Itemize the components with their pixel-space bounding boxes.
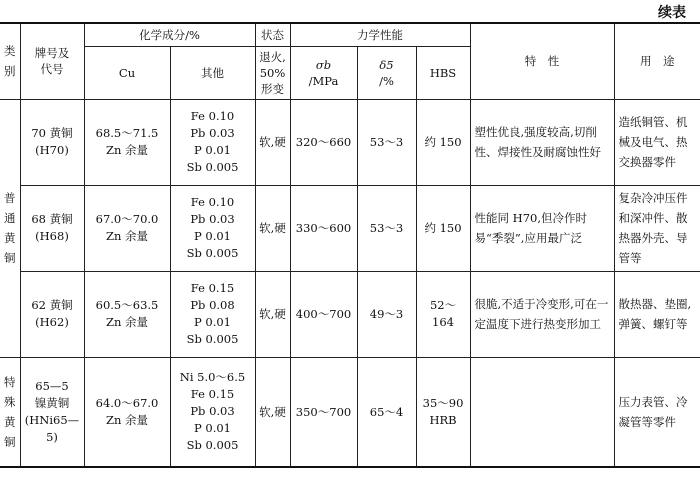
property-cell: 性能同 H70,但冷作时易“季裂”,应用最广泛: [470, 185, 614, 271]
header-delta: δ5 /%: [357, 46, 416, 99]
state-cell: 软,硬: [255, 185, 290, 271]
hardness-cell: 约 150: [416, 185, 470, 271]
tensile-strength-cell: 400～700: [290, 271, 357, 357]
grade-cell: 70 黄铜 (H70): [20, 99, 84, 185]
property-cell: 塑性优良,强度较高,切削性、焊接性及耐腐蚀性好: [470, 99, 614, 185]
cu-cell: 64.0～67.0 Zn 余量: [84, 357, 170, 467]
header-cu: Cu: [84, 46, 170, 99]
other-elements-cell: Fe 0.10 Pb 0.03 P 0.01 Sb 0.005: [170, 185, 255, 271]
header-chemical-composition: 化学成分/%: [84, 23, 255, 46]
header-grade: 牌号及 代号: [20, 23, 84, 99]
header-state: 状态: [255, 23, 290, 46]
cu-cell: 60.5～63.5 Zn 余量: [84, 271, 170, 357]
property-cell: [470, 357, 614, 467]
usage-cell: 造纸铜管、机械及电气、热交换器零件: [614, 99, 700, 185]
hardness-cell: 35～90 HRB: [416, 357, 470, 467]
elongation-cell: 49～3: [357, 271, 416, 357]
header-category: 类别: [0, 23, 20, 99]
continued-label: 续表: [658, 5, 686, 21]
brass-properties-table: [0, 22, 700, 468]
tensile-strength-cell: 350～700: [290, 357, 357, 467]
grade-cell: 65—5 镍黄铜 (HNi65—5): [20, 357, 84, 467]
header-usage: 用 途: [614, 23, 700, 99]
elongation-cell: 53～3: [357, 99, 416, 185]
cu-cell: 67.0～70.0 Zn 余量: [84, 185, 170, 271]
usage-cell: 压力表管、冷凝管等零件: [614, 357, 700, 467]
hardness-cell: 52～164: [416, 271, 470, 357]
table-row: [0, 185, 700, 271]
state-cell: 软,硬: [255, 99, 290, 185]
header-sigma: σb /MPa: [290, 46, 357, 99]
hardness-cell: 约 150: [416, 99, 470, 185]
cu-cell: 68.5～71.5 Zn 余量: [84, 99, 170, 185]
category-cell: 普 通 黄 铜: [0, 99, 20, 357]
category-cell: 特 殊 黄 铜: [0, 357, 20, 467]
other-elements-cell: Ni 5.0～6.5 Fe 0.15 Pb 0.03 P 0.01 Sb 0.005: [170, 357, 255, 467]
tensile-strength-cell: 330～600: [290, 185, 357, 271]
usage-cell: 复杂冷冲压件和深冲件、散热器外壳、导管等: [614, 185, 700, 271]
header-state-sub: 退火, 50% 形变: [255, 46, 290, 99]
header-mechanical-properties: 力学性能: [290, 23, 470, 46]
other-elements-cell: Fe 0.15 Pb 0.08 P 0.01 Sb 0.005: [170, 271, 255, 357]
grade-cell: 68 黄铜 (H68): [20, 185, 84, 271]
state-cell: 软,硬: [255, 357, 290, 467]
usage-cell: 散热器、垫圈,弹簧、螺钉等: [614, 271, 700, 357]
table-row: [0, 357, 700, 467]
table-row: [0, 271, 700, 357]
elongation-cell: 65～4: [357, 357, 416, 467]
header-other: 其他: [170, 46, 255, 99]
property-cell: 很脆,不适于冷变形,可在一定温度下进行热变形加工: [470, 271, 614, 357]
table-row: [0, 99, 700, 185]
tensile-strength-cell: 320～660: [290, 99, 357, 185]
grade-cell: 62 黄铜 (H62): [20, 271, 84, 357]
other-elements-cell: Fe 0.10 Pb 0.03 P 0.01 Sb 0.005: [170, 99, 255, 185]
header-property: 特 性: [470, 23, 614, 99]
state-cell: 软,硬: [255, 271, 290, 357]
elongation-cell: 53～3: [357, 185, 416, 271]
header-hbs: HBS: [416, 46, 470, 99]
